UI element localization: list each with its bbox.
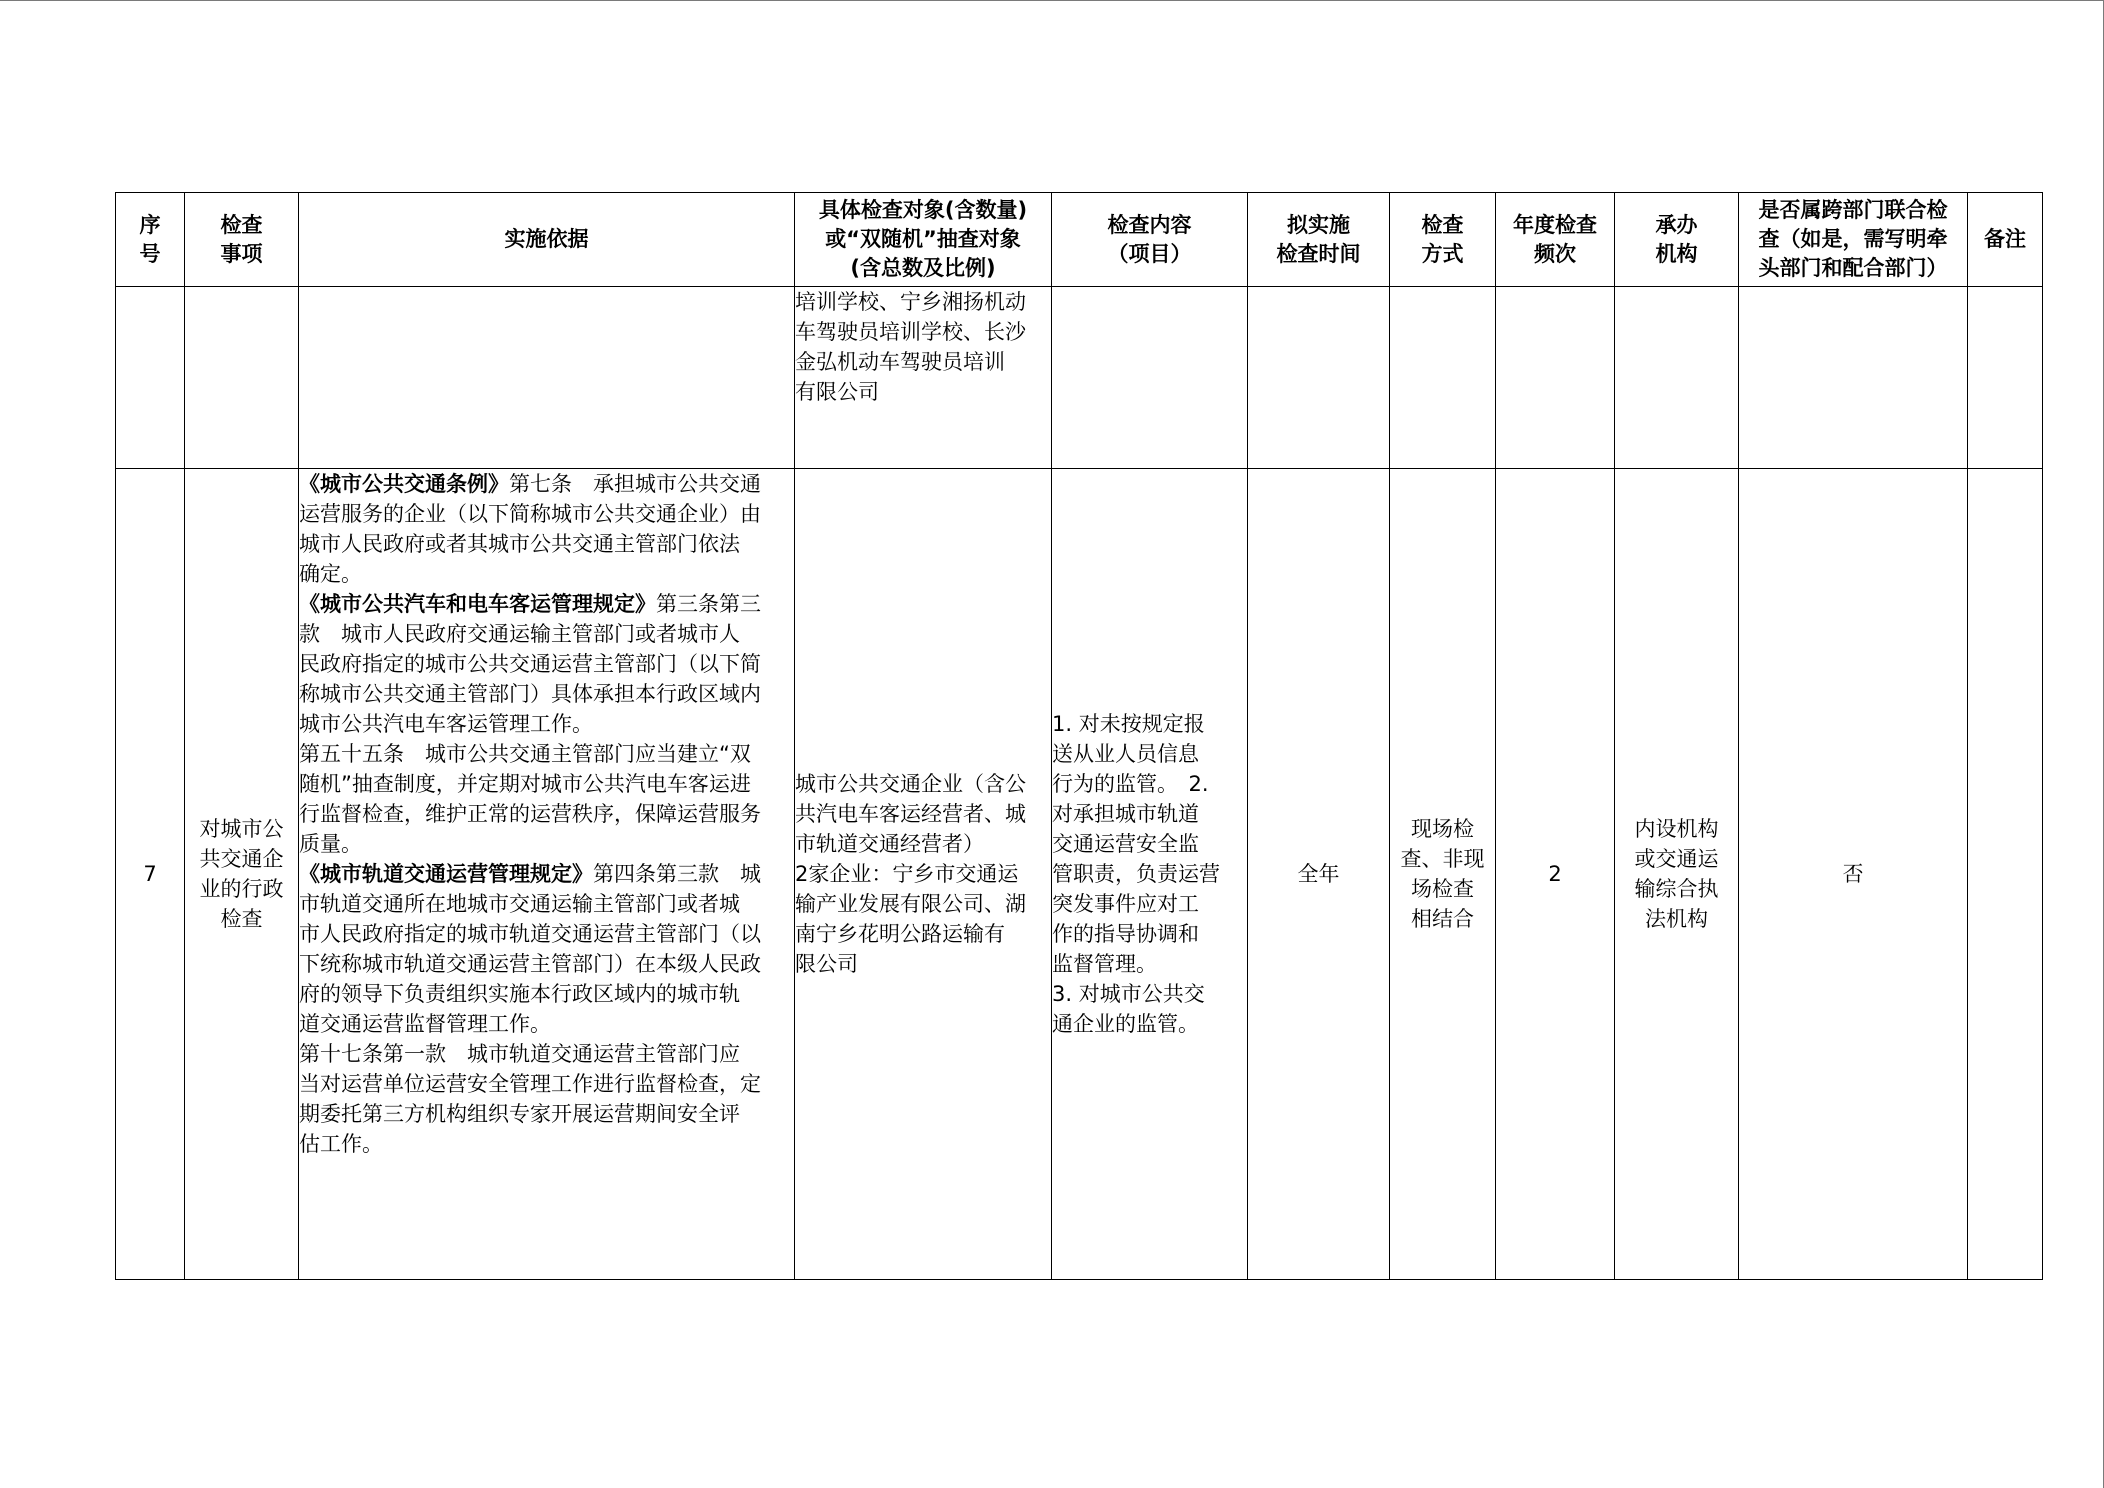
header-content — [1052, 193, 1248, 287]
basis-paragraph — [299, 589, 794, 739]
joint-cell — [1739, 469, 1968, 1280]
seq-cell — [116, 469, 185, 1280]
header-seq — [116, 193, 185, 287]
header-basis — [299, 193, 795, 287]
item-cell — [185, 469, 299, 1280]
basis-paragraph — [299, 739, 794, 859]
header-org-label: 承办 机构 — [1655, 212, 1698, 266]
header-objects — [795, 193, 1052, 287]
header-method-label: 检查 方式 — [1421, 212, 1464, 266]
basis-paragraph — [299, 469, 794, 589]
header-item-label: 检查 事项 — [220, 212, 263, 266]
objects-cell — [795, 287, 1052, 469]
regulation-title: 《城市公共交通条例》 — [299, 472, 509, 496]
objects-text: 培训学校、宁乡湘扬机动 车驾驶员培训学校、长沙 金弘机动车驾驶员培训 有限公司 — [795, 290, 1026, 404]
remarks-cell — [1968, 469, 2043, 1280]
method-cell — [1390, 287, 1496, 469]
content-cell — [1052, 287, 1248, 469]
header-joint-label: 是否属跨部门联合检 查（如是，需写明牵 头部门和配合部门） — [1758, 198, 1948, 280]
remarks-cell — [1968, 287, 2043, 469]
page-top-edge — [0, 0, 2104, 1]
basis-text: 第十七条第一款 城市轨道交通运营主管部门应 当对运营单位运营安全管理工作进行监督检查，定 期委托第三方机构组织专家开展运营期间安全评 估工作。 — [299, 1042, 761, 1156]
method-cell — [1390, 469, 1496, 1280]
table-row — [116, 287, 2043, 469]
time-cell — [1248, 469, 1390, 1280]
header-remarks-label: 备注 — [1984, 227, 2026, 251]
header-time — [1248, 193, 1390, 287]
header-time-label: 拟实施 检查时间 — [1276, 212, 1361, 266]
inspection-table — [115, 192, 2043, 1280]
content-cell — [1052, 469, 1248, 1280]
basis-paragraph — [299, 1039, 794, 1159]
header-item — [185, 193, 299, 287]
table-header-row — [116, 193, 2043, 287]
item-cell — [185, 287, 299, 469]
joint-cell — [1739, 287, 1968, 469]
header-frequency-label: 年度检查 频次 — [1513, 212, 1597, 266]
method-text: 现场检 查、非现 场检查 相结合 — [1400, 817, 1485, 931]
basis-text: 第三条第三 款 城市人民政府交通运输主管部门或者城市人 民政府指定的城市公共交通运营主管部门（以下简 称城市公共交通主管部门）具体承担本行政区域内 城市公共汽电车客运管理工作。 — [299, 592, 761, 736]
item-text: 对城市公 共交通企 业的行政 检查 — [199, 817, 284, 931]
org-cell — [1615, 469, 1739, 1280]
basis-cell — [299, 287, 795, 469]
org-cell — [1615, 287, 1739, 469]
basis-text: 第四条第三款 城 市轨道交通所在地城市交通运输主管部门或者城 市人民政府指定的城市轨道交通运营主管部门（以 下统称城市轨道交通运营主管部门）在本级人民政 府的领导下负责组织实施本行政区域内的城市轨 道交通运营监督管理工作。 — [299, 862, 761, 1036]
header-remarks — [1968, 193, 2043, 287]
content-text: 1. 对未按规定报 送从业人员信息 行为的监管。 2. 对承担城市轨道 交通运营安全监 管职责，负责运营 突发事件应对工 作的指导协调和 监督管理。 3. 对城市公共交 通企业的监管。 — [1052, 712, 1220, 1036]
basis-cell — [299, 469, 795, 1280]
frequency-cell — [1496, 469, 1615, 1280]
joint-text: 否 — [1842, 862, 1864, 886]
objects-cell — [795, 469, 1052, 1280]
table-row — [116, 469, 2043, 1280]
frequency-text: 2 — [1548, 862, 1562, 886]
time-text: 全年 — [1297, 862, 1340, 886]
header-seq-label: 序 号 — [139, 212, 161, 266]
header-method — [1390, 193, 1496, 287]
time-cell — [1248, 287, 1390, 469]
regulation-title: 《城市轨道交通运营管理规定》 — [299, 862, 593, 886]
header-org — [1615, 193, 1739, 287]
org-text: 内设机构 或交通运 输综合执 法机构 — [1634, 817, 1719, 931]
objects-text: 城市公共交通企业（含公 共汽电车客运经营者、城 市轨道交通经营者） 2家企业：宁乡市交通运 输产业发展有限公司、湖 南宁乡花明公路运输有 限公司 — [795, 772, 1026, 976]
seq-text: 7 — [143, 862, 157, 886]
header-basis-label: 实施依据 — [504, 227, 589, 251]
seq-cell — [116, 287, 185, 469]
header-joint — [1739, 193, 1968, 287]
header-objects-label: 具体检查对象(含数量) 或“双随机”抽查对象 (含总数及比例) — [818, 198, 1028, 280]
header-content-label: 检查内容 （项目） — [1107, 212, 1192, 266]
basis-text: 第七条 承担城市公共交通 运营服务的企业（以下简称城市公共交通企业）由 城市人民政府或者其城市公共交通主管部门依法 确定。 — [299, 472, 761, 586]
basis-paragraph — [299, 859, 794, 1039]
frequency-cell — [1496, 287, 1615, 469]
regulation-title: 《城市公共汽车和电车客运管理规定》 — [299, 592, 656, 616]
basis-text: 第五十五条 城市公共交通主管部门应当建立“双 随机”抽查制度，并定期对城市公共汽电车客运进 行监督检查，维护正常的运营秩序，保障运营服务 质量。 — [299, 742, 761, 856]
header-frequency — [1496, 193, 1615, 287]
